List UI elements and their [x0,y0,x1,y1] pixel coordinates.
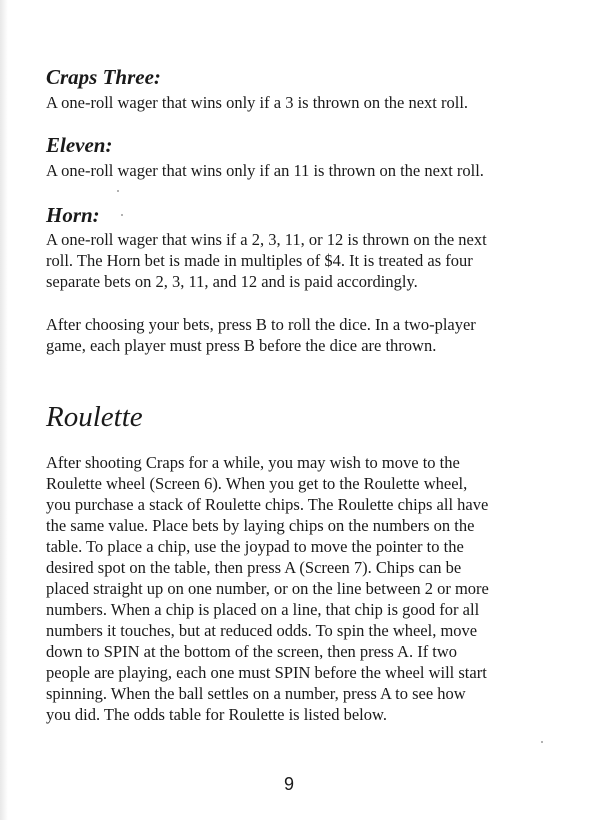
text-line: down to SPIN at the bottom of the screen, then press A. If two [46,642,458,661]
print-speck [117,190,119,192]
print-speck [541,741,543,743]
text-line: table. To place a chip, use the joypad to move the pointer to the [46,537,464,556]
text-line: game, each player must press B before the dice are thrown. [46,336,437,355]
roulette-section-title: Roulette [46,401,143,433]
text-line: After shooting Craps for a while, you may wish to move to the [46,453,460,472]
text-line: A one-roll wager that wins if a 2, 3, 11, or 12 is thrown on the next [46,230,487,249]
text-line: A one-roll wager that wins only if a 3 is thrown on the next roll. [46,93,469,112]
roulette-paragraph [46,452,556,725]
text-line: A one-roll wager that wins only if an 11 is thrown on the next roll. [46,161,484,180]
page-edge-shadow [0,0,8,820]
text-line: you did. The odds table for Roulette is listed below. [46,705,387,724]
text-line: spinning. When the ball settles on a number, press A to see how [46,684,466,703]
text-line: placed straight up on one number, or on the line between 2 or more [46,579,489,598]
text-line: numbers. When a chip is placed on a line, that chip is good for all [46,600,480,619]
after-bets-paragraph [46,314,556,356]
text-line: roll. The Horn bet is made in multiples of $4. It is treated as four [46,251,473,270]
text-line: desired spot on the table, then press A (Screen 7). Chips can be [46,558,462,577]
text-line: the same value. Place bets by laying chips on the numbers on the [46,516,475,535]
text-line: After choosing your bets, press B to roll the dice. In a two-player [46,315,476,334]
print-speck [121,214,123,216]
text-line: separate bets on 2, 3, 11, and 12 and is paid accordingly. [46,272,418,291]
text-line: you purchase a stack of Roulette chips. The Roulette chips all have [46,495,489,514]
text-line: Roulette wheel (Screen 6). When you get to the Roulette wheel, [46,474,468,493]
horn-heading: Horn: [46,203,100,227]
eleven-description [46,160,556,181]
craps-three-description [46,92,556,113]
eleven-heading: Eleven: [46,133,113,157]
text-line: numbers it touches, but at reduced odds. To spin the wheel, move [46,621,478,640]
text-line: people are playing, each one must SPIN before the wheel will start [46,663,487,682]
page-number: 9 [283,774,294,794]
craps-three-heading: Craps Three: [46,65,161,89]
horn-description [46,229,556,292]
